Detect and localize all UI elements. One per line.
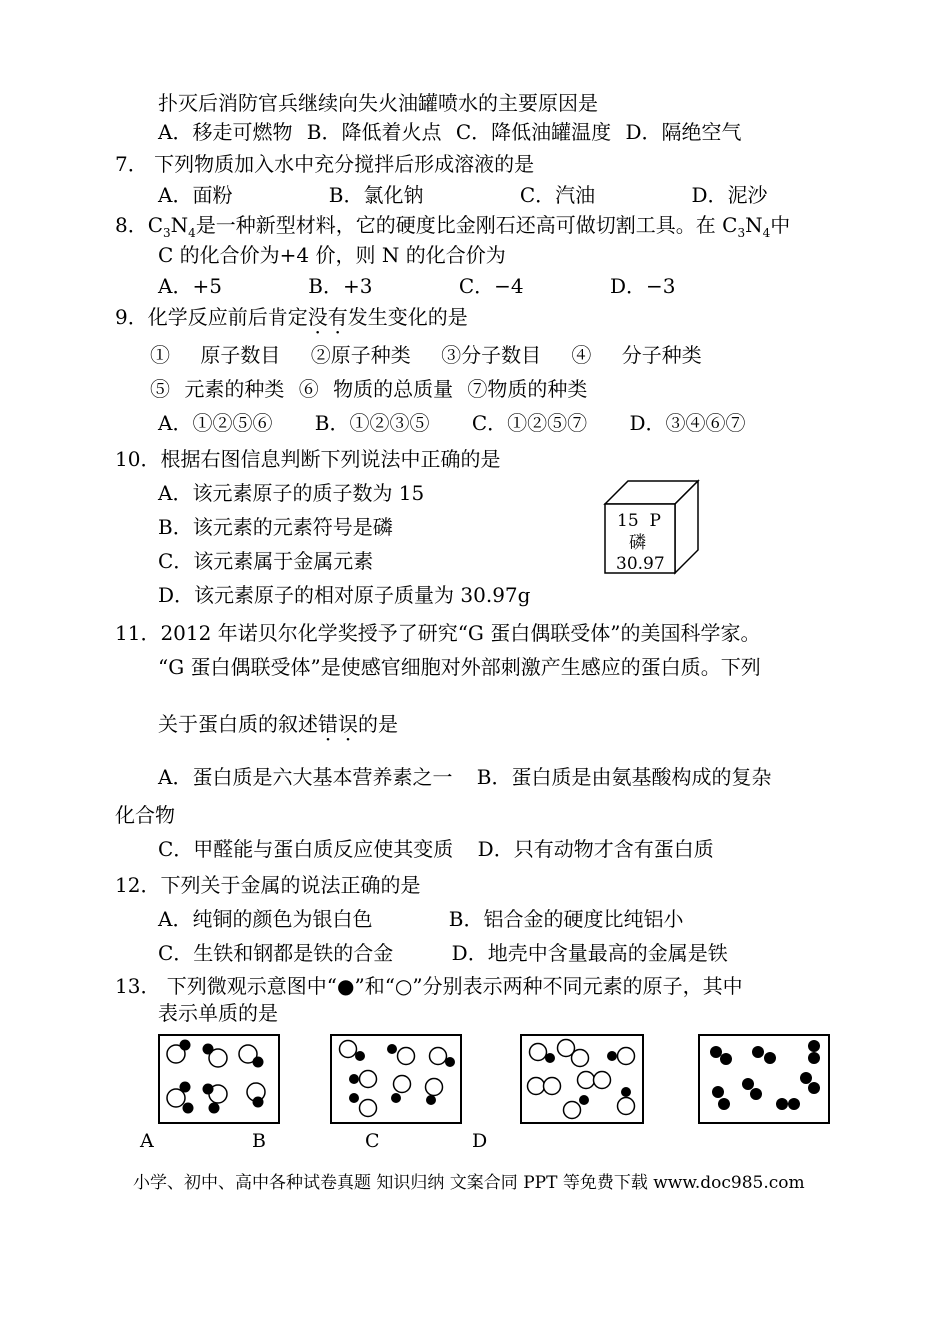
emphasis-char: 错 [318, 712, 338, 736]
q9-items-1: ① 原子数目 ②原子种类 ③分子数目 ④ 分子种类 [150, 343, 702, 367]
q8-stem-1 [115, 212, 790, 246]
diagram-c [520, 1034, 644, 1124]
q10-stem: 10．根据右图信息判断下列说法中正确的是 [115, 447, 501, 471]
q10-option-a: A．该元素原子的质子数为 15 [158, 481, 425, 505]
diagram-label-d: D [472, 1130, 488, 1152]
diagram-a [158, 1034, 280, 1124]
emphasis-char: 有 [327, 305, 348, 329]
q12-options-1: A．纯铜的颜色为银白色 B．铝合金的硬度比纯铝小 [158, 907, 684, 931]
q8-n2: N [745, 213, 763, 237]
sub-3: 3 [163, 226, 171, 240]
q12-stem: 12．下列关于金属的说法正确的是 [115, 873, 421, 897]
q11-stem-1: 11．2012 年诺贝尔化学奖授予了研究“G 蛋白偶联受体”的美国科学家。 [115, 621, 761, 645]
sub-4: 4 [188, 226, 196, 240]
q11-options-2: C．甲醛能与蛋白质反应使其变质 D．只有动物才含有蛋白质 [158, 837, 714, 861]
q8-prefix: 8．C [115, 213, 164, 237]
q8-n: N [170, 213, 189, 237]
q10-option-c: C．该元素属于金属元素 [158, 549, 374, 573]
q11-options-1: A．蛋白质是六大基本营养素之一 B．蛋白质是由氨基酸构成的复杂 [158, 765, 772, 789]
diagram-b [330, 1034, 462, 1124]
line-q6-stem: 扑灭后消防官兵继续向失火油罐喷水的主要原因是 [158, 91, 598, 115]
atomic-mass: 30.97 [616, 554, 665, 574]
element-number-symbol [617, 511, 661, 531]
diagram-d [698, 1034, 830, 1124]
q11-stem-2: “G 蛋白偶联受体”是使感官细胞对外部刺激产生感应的蛋白质。下列 [158, 655, 761, 679]
q11-stem-3 [158, 711, 398, 737]
q7-options: A．面粉 B．氯化钠 C．汽油 D．泥沙 [158, 183, 768, 207]
q9-post: 发生变化的是 [347, 305, 468, 329]
q9-pre: 9．化学反应前后肯定 [115, 305, 308, 329]
q9-stem [115, 304, 468, 330]
atomic-number: 15 [617, 511, 639, 531]
q9-options: A．①②⑤⑥ B．①②③⑤ C．①②⑤⑦ D．③④⑥⑦ [158, 411, 746, 435]
q8-end: 中 [770, 213, 791, 237]
q11-post: 的是 [358, 712, 398, 736]
sub-4b: 4 [762, 226, 771, 240]
q12-options-2: C．生铁和钢都是铁的合金 D．地壳中含量最高的金属是铁 [158, 941, 728, 965]
q9-items-2: ⑤ 元素的种类 ⑥ 物质的总质量 ⑦物质的种类 [150, 377, 588, 401]
emphasis-char: 没 [307, 305, 328, 329]
diagram-label-c: C [365, 1130, 380, 1152]
element-symbol: P [649, 511, 661, 531]
q7-stem: 7． 下列物质加入水中充分搅拌后形成溶液的是 [115, 152, 535, 176]
q11-pre: 关于蛋白质的叙述 [158, 712, 318, 736]
q13-stem-2: 表示单质的是 [158, 1001, 278, 1025]
q13-stem-1: 13． 下列微观示意图中“●”和“○”分别表示两种不同元素的原子，其中 [115, 974, 743, 998]
q8-options: A．+5 B．+3 C．−4 D．−3 [158, 274, 676, 298]
q11-options-1b: 化合物 [115, 803, 175, 827]
page-footer: 小学、初中、高中各种试卷真题 知识归纳 文案合同 PPT 等免费下载 www.doc985.com [133, 1173, 805, 1193]
diagram-label-a: A [140, 1130, 154, 1152]
element-name: 磷 [629, 533, 646, 553]
q6-options: A．移走可燃物 B．降低着火点 C．降低油罐温度 D．隔绝空气 [158, 120, 742, 144]
q8-stem-2: C 的化合价为+4 价，则 N 的化合价为 [158, 243, 506, 267]
emphasis-char: 误 [338, 712, 358, 736]
diagram-label-b: B [252, 1130, 266, 1152]
sub-3b: 3 [737, 226, 746, 240]
q8-mid: 是一种新型材料，它的硬度比金刚石还高可做切割工具。在 C [195, 213, 738, 237]
q10-option-d: D．该元素原子的相对原子质量为 30.97g [158, 583, 531, 607]
q10-option-b: B．该元素的元素符号是磷 [158, 515, 393, 539]
